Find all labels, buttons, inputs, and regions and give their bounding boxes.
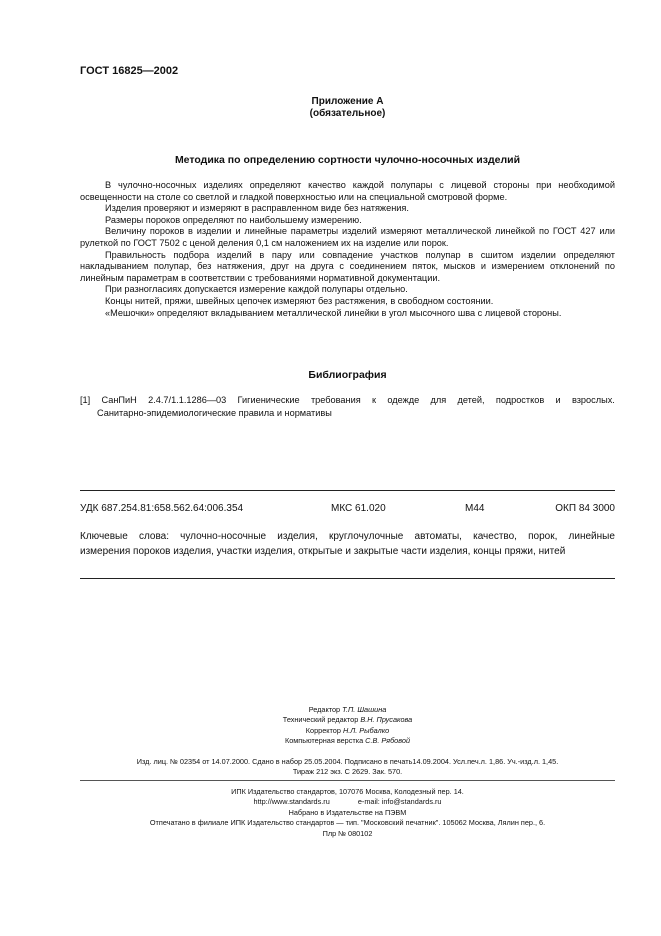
keywords-line2: измерения пороков изделия, участки изделия, открытые и закрытые части изделия, концы пряжи, нитей [80,546,566,557]
bibliography-word: одежде [387,395,420,405]
divider-bottom [80,578,615,579]
appendix-status: (обязательное) [309,108,386,119]
bibliography-word: Гигиенические [237,395,300,405]
bibliography-entry [80,394,615,419]
keyword-word: круглочулочные [329,531,404,542]
credit-layout [80,736,615,746]
method-paragraph: Изделия проверяют и измеряют в расправленном виде без натяжения. [105,203,409,214]
bibliography-word: требования [310,395,361,405]
appendix-title: Приложение А [311,96,384,107]
bibliography-word: СанПиН [101,395,137,405]
method-paragraph: В чулочно-носочных изделиях определяют качество каждой полупары с лицевой стороны при необходимой освещенности на столе со светлой и гладкой поверхностью или на специальной смотровой форме. [80,180,615,202]
bibliography-word: 2.4.7/1.1.1286—03 [148,395,227,405]
credit-corrector [80,726,615,736]
bibliography-marker: [1] [80,395,91,405]
method-title: Методика по определению сортности чулочно-носочных изделий [174,154,521,166]
credit-tech-editor [80,715,615,725]
bibliography-word: взрослых. [571,395,615,405]
keyword-word: чулочно-носочные [180,531,267,542]
bibliography-word: к [372,395,377,405]
imprint-divider [80,780,615,781]
method-paragraph: При разногласиях допускается измерение каждой полупары отдельно. [105,284,408,295]
keyword-word: изделия, [277,531,318,542]
document-id: ГОСТ 16825—2002 [80,65,179,77]
method-paragraph: «Мешочки» определяют вкладыванием металлической линейки в угол мысочного шва с лицевой стороны. [105,307,562,318]
method-paragraph: Размеры пороков определяют по наибольшему измерению. [105,214,362,225]
method-paragraph: Концы нитей, пряжи, швейных цепочек измеряют без растяжения, в свободном состоянии. [105,295,494,306]
credits-block [80,705,615,747]
print-info-line2: Тираж 212 экз. С 2629. Зак. 570. [292,767,403,777]
print-info-line1: Изд. лиц. № 02354 от 14.07.2000. Сдано в набор 25.05.2004. Подписано в печать14.09.2004. Усл.печ.л. 1,86. Уч.-изд.л. 1,45. [136,757,559,766]
publisher-line1: ИПК Издательство стандартов, 107076 Москва, Колодезный пер. 14. [231,787,464,796]
credit-name: Т.П. Шашина [342,705,387,714]
bibliography-title: Библиография [308,369,387,381]
group-code: М44 [465,503,485,514]
publisher-line4: Отпечатано в филиале ИПК Издательство стандартов — тип. "Московский печатник". 105062 Москва, Лялин пер., 6. [149,818,546,828]
credit-name: Н.Л. Рыбалко [342,725,390,735]
divider-top [80,490,615,491]
publisher-line3: Набрано в Издательстве на ПЭВМ [288,807,407,817]
mks-code: МКС 61.020 [331,503,386,514]
appendix-heading [80,96,615,120]
publisher-info [80,787,615,839]
keyword-word: порок, [528,531,558,542]
publisher-email: e-mail: info@standards.ru [357,797,442,807]
publisher-contacts [80,797,615,807]
credit-label: Редактор [308,705,341,714]
keyword-word: автоматы, [414,531,462,542]
bibliography-entry-line1 [80,394,615,407]
credit-name: В.Н. Прусакова [360,715,413,725]
credit-editor [80,705,615,715]
bibliography-word: детей, [457,395,485,405]
keyword-word: слова: [138,531,169,542]
bibliography-word: и [555,395,561,405]
okp-code: ОКП 84 3000 [555,503,615,514]
print-info [80,757,615,778]
keywords [80,529,615,559]
credit-label: Технический редактор [282,715,359,725]
publisher-line5: Плр № 080102 [322,828,373,838]
keyword-word: качество, [473,531,517,542]
bibliography-word: для [430,395,447,405]
bibliography-word: подростков [495,395,545,405]
keyword-word: линейные [568,531,615,542]
method-paragraph: Правильность подбора изделий в пару или совпадение участков полупар в сшитом изделии определяют накладыванием полупар, без натяжения, друг на друга с соединением пяток, мысков и измерением отклонений по линейным параметрам в соответствии с требованиями нормативной документации. [80,249,615,283]
udk-code: УДК 687.254.81:658.562.64:006.354 [80,503,244,514]
bibliography-entry-line2: Санитарно-эпидемиологические правила и нормативы [97,407,332,418]
publisher-website: http://www.standards.ru [253,797,330,807]
keywords-line1 [80,529,615,544]
method-body [80,180,615,319]
method-paragraph: Величину пороков в изделии и линейные параметры изделий измеряют металлической линейкой по ГОСТ 427 или рулеткой по ГОСТ 7502 с ценой деления 0,1 см наложением их на изделие или порок. [80,226,615,248]
credit-label: Корректор [305,725,341,735]
credit-label: Компьютерная верстка [284,736,364,746]
credit-name: С.В. Рябовой [365,736,411,746]
keyword-word: Ключевые [80,531,128,542]
